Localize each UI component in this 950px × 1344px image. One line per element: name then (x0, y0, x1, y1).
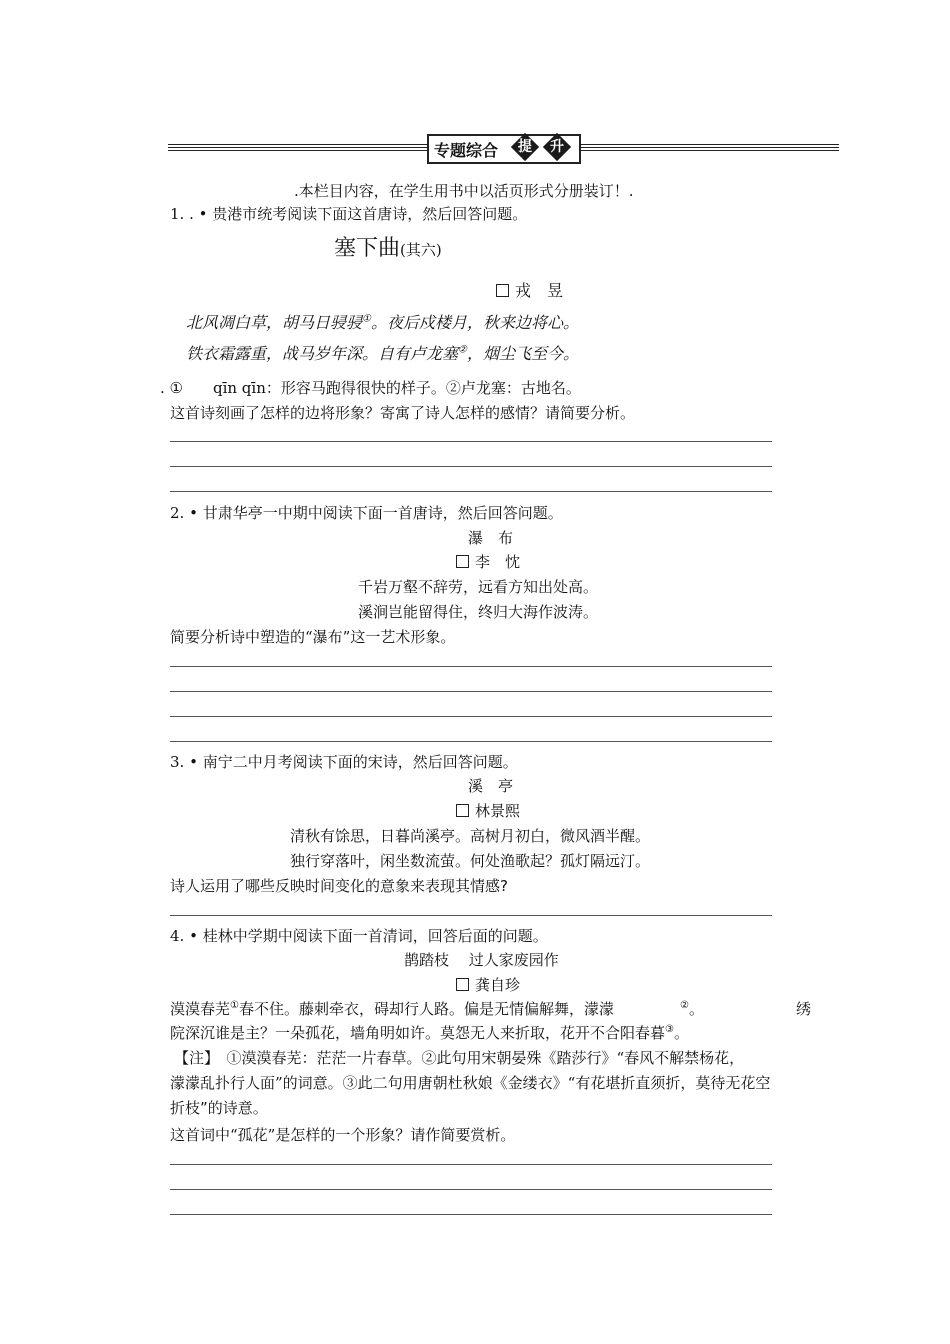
q4-poem-title: 鹊踏枝 过人家废园作 (404, 951, 559, 969)
q3-author-line (456, 800, 520, 821)
footnote-marker: ① (230, 1000, 239, 1011)
q2-question: 简要分析诗中塑造的“瀑布”这一艺术形象。 (170, 628, 456, 646)
q4-header: 4. • 桂林中学期中阅读下面一首清词，回答后面的问题。 (170, 927, 548, 945)
answer-line[interactable] (170, 915, 772, 916)
answer-line[interactable] (170, 666, 772, 667)
answer-line[interactable] (170, 1214, 772, 1215)
q1-question: 这首诗刻画了怎样的边将形象？寄寓了诗人怎样的感情？请简要分析。 (170, 404, 636, 422)
q4-body-1b: 春不住。藤刺牵衣，碍却行人路。偏是无情偏解舞，濛濛 (238, 1000, 614, 1018)
q4-author-line (456, 974, 520, 995)
footnote-marker: ③ (665, 1024, 674, 1035)
checkbox-icon (456, 978, 469, 991)
q1-poem-subtitle: (其六) (400, 241, 442, 259)
q4-body-line-2 (170, 1022, 689, 1043)
q4-body-2b: 。 (673, 1024, 689, 1042)
q3-header: 3. • 南宁二中月考阅读下面的宋诗，然后回答问题。 (170, 753, 518, 771)
banner-title: 专题综合 (434, 141, 499, 160)
q4-body-1d: 绣 (796, 1000, 812, 1018)
footnote-marker: ① (362, 313, 371, 325)
banner-badge-2: 升 (550, 139, 564, 155)
answer-line[interactable] (170, 741, 772, 742)
q1-author-line (496, 278, 563, 301)
q4-body-1a: 漠漠春芜 (170, 1000, 231, 1018)
answer-line[interactable] (170, 691, 772, 692)
q1-line-2b: ，烟尘飞至今。 (466, 344, 579, 363)
checkbox-icon (456, 804, 469, 817)
q1-note: . ① qīn qīn：形容马跑得很快的样子。②卢龙塞：古地名。 (160, 379, 581, 397)
banner-badge-1: 提 (518, 139, 532, 155)
q4-body-1c: 。 (688, 1000, 704, 1018)
q2-poem-title: 瀑 布 (468, 529, 514, 547)
q4-note-line-3: 折枝”的诗意。 (170, 1099, 268, 1117)
q4-body-2a: 院深沉谁是主？一朵孤花，墙角明如许。莫怨无人来折取，花开不合阳春暮 (170, 1024, 666, 1042)
q3-poem-title: 溪 亭 (468, 777, 514, 795)
answer-line[interactable] (170, 1189, 772, 1190)
q1-line-1a: 北风凋白草，胡马日骎骎 (186, 313, 363, 332)
checkbox-icon (496, 284, 509, 297)
q3-poem-line-1: 清秋有馀思，日暮尚溪亭。高树月初白，微风酒半醒。 (290, 827, 651, 845)
footnote-marker: ② (680, 1000, 689, 1011)
q4-author: 龚自珍 (475, 976, 521, 994)
q3-poem-line-2: 独行穿落叶，闲坐数流萤。何处渔歌起？孤灯隔远汀。 (290, 852, 651, 870)
q1-poem-line-2 (186, 341, 579, 364)
q2-poem-line-2: 溪涧岂能留得住，终归大海作波涛。 (358, 603, 599, 621)
answer-line[interactable] (170, 1164, 772, 1165)
q4-question: 这首词中“孤花”是怎样的一个形象？请作简要赏析。 (170, 1126, 516, 1144)
answer-line[interactable] (170, 716, 772, 717)
q2-poem-line-1: 千岩万壑不辞劳，远看方知出处高。 (358, 578, 599, 596)
q2-author: 李 忱 (475, 553, 521, 571)
q3-question: 诗人运用了哪些反映时间变化的意象来表现其情感? (170, 877, 508, 895)
q1-poem-line-1 (186, 310, 579, 333)
q3-author: 林景熙 (475, 802, 521, 820)
q2-header: 2. • 甘肃华亭一中期中阅读下面一首唐诗，然后回答问题。 (170, 504, 563, 522)
q1-line-2a: 铁衣霜露重，战马岁年深。自有卢龙塞 (186, 344, 459, 363)
q1-header: 1. . • 贵港市统考阅读下面这首唐诗，然后回答问题。 (170, 205, 528, 223)
footnote-marker: ② (458, 344, 467, 356)
q1-line-1b: 。夜后戍楼月，秋来边将心。 (370, 313, 579, 332)
q4-note-line-1: 【注】 ①漠漠春芜：茫茫一片春草。②此句用宋朝晏殊《踏莎行》“春风不解禁杨花， (174, 1049, 745, 1067)
q1-author: 戎 昱 (515, 281, 564, 300)
q1-poem-title: 塞下曲 (334, 236, 401, 261)
binding-notice: .本栏目内容，在学生用书中以活页形式分册装订！. (294, 182, 634, 200)
checkbox-icon (456, 555, 469, 568)
answer-line[interactable] (170, 441, 772, 442)
q4-note-line-2: 濛濛乱扑行人面”的词意。③此二句用唐朝杜秋娘《金缕衣》“有花堪折直须折，莫待无花空 (170, 1074, 771, 1092)
q1-poem-title-block (334, 231, 442, 262)
answer-line[interactable] (170, 466, 772, 467)
q2-author-line (456, 551, 520, 572)
q4-body-line-1 (170, 998, 704, 1019)
answer-line[interactable] (170, 491, 772, 492)
